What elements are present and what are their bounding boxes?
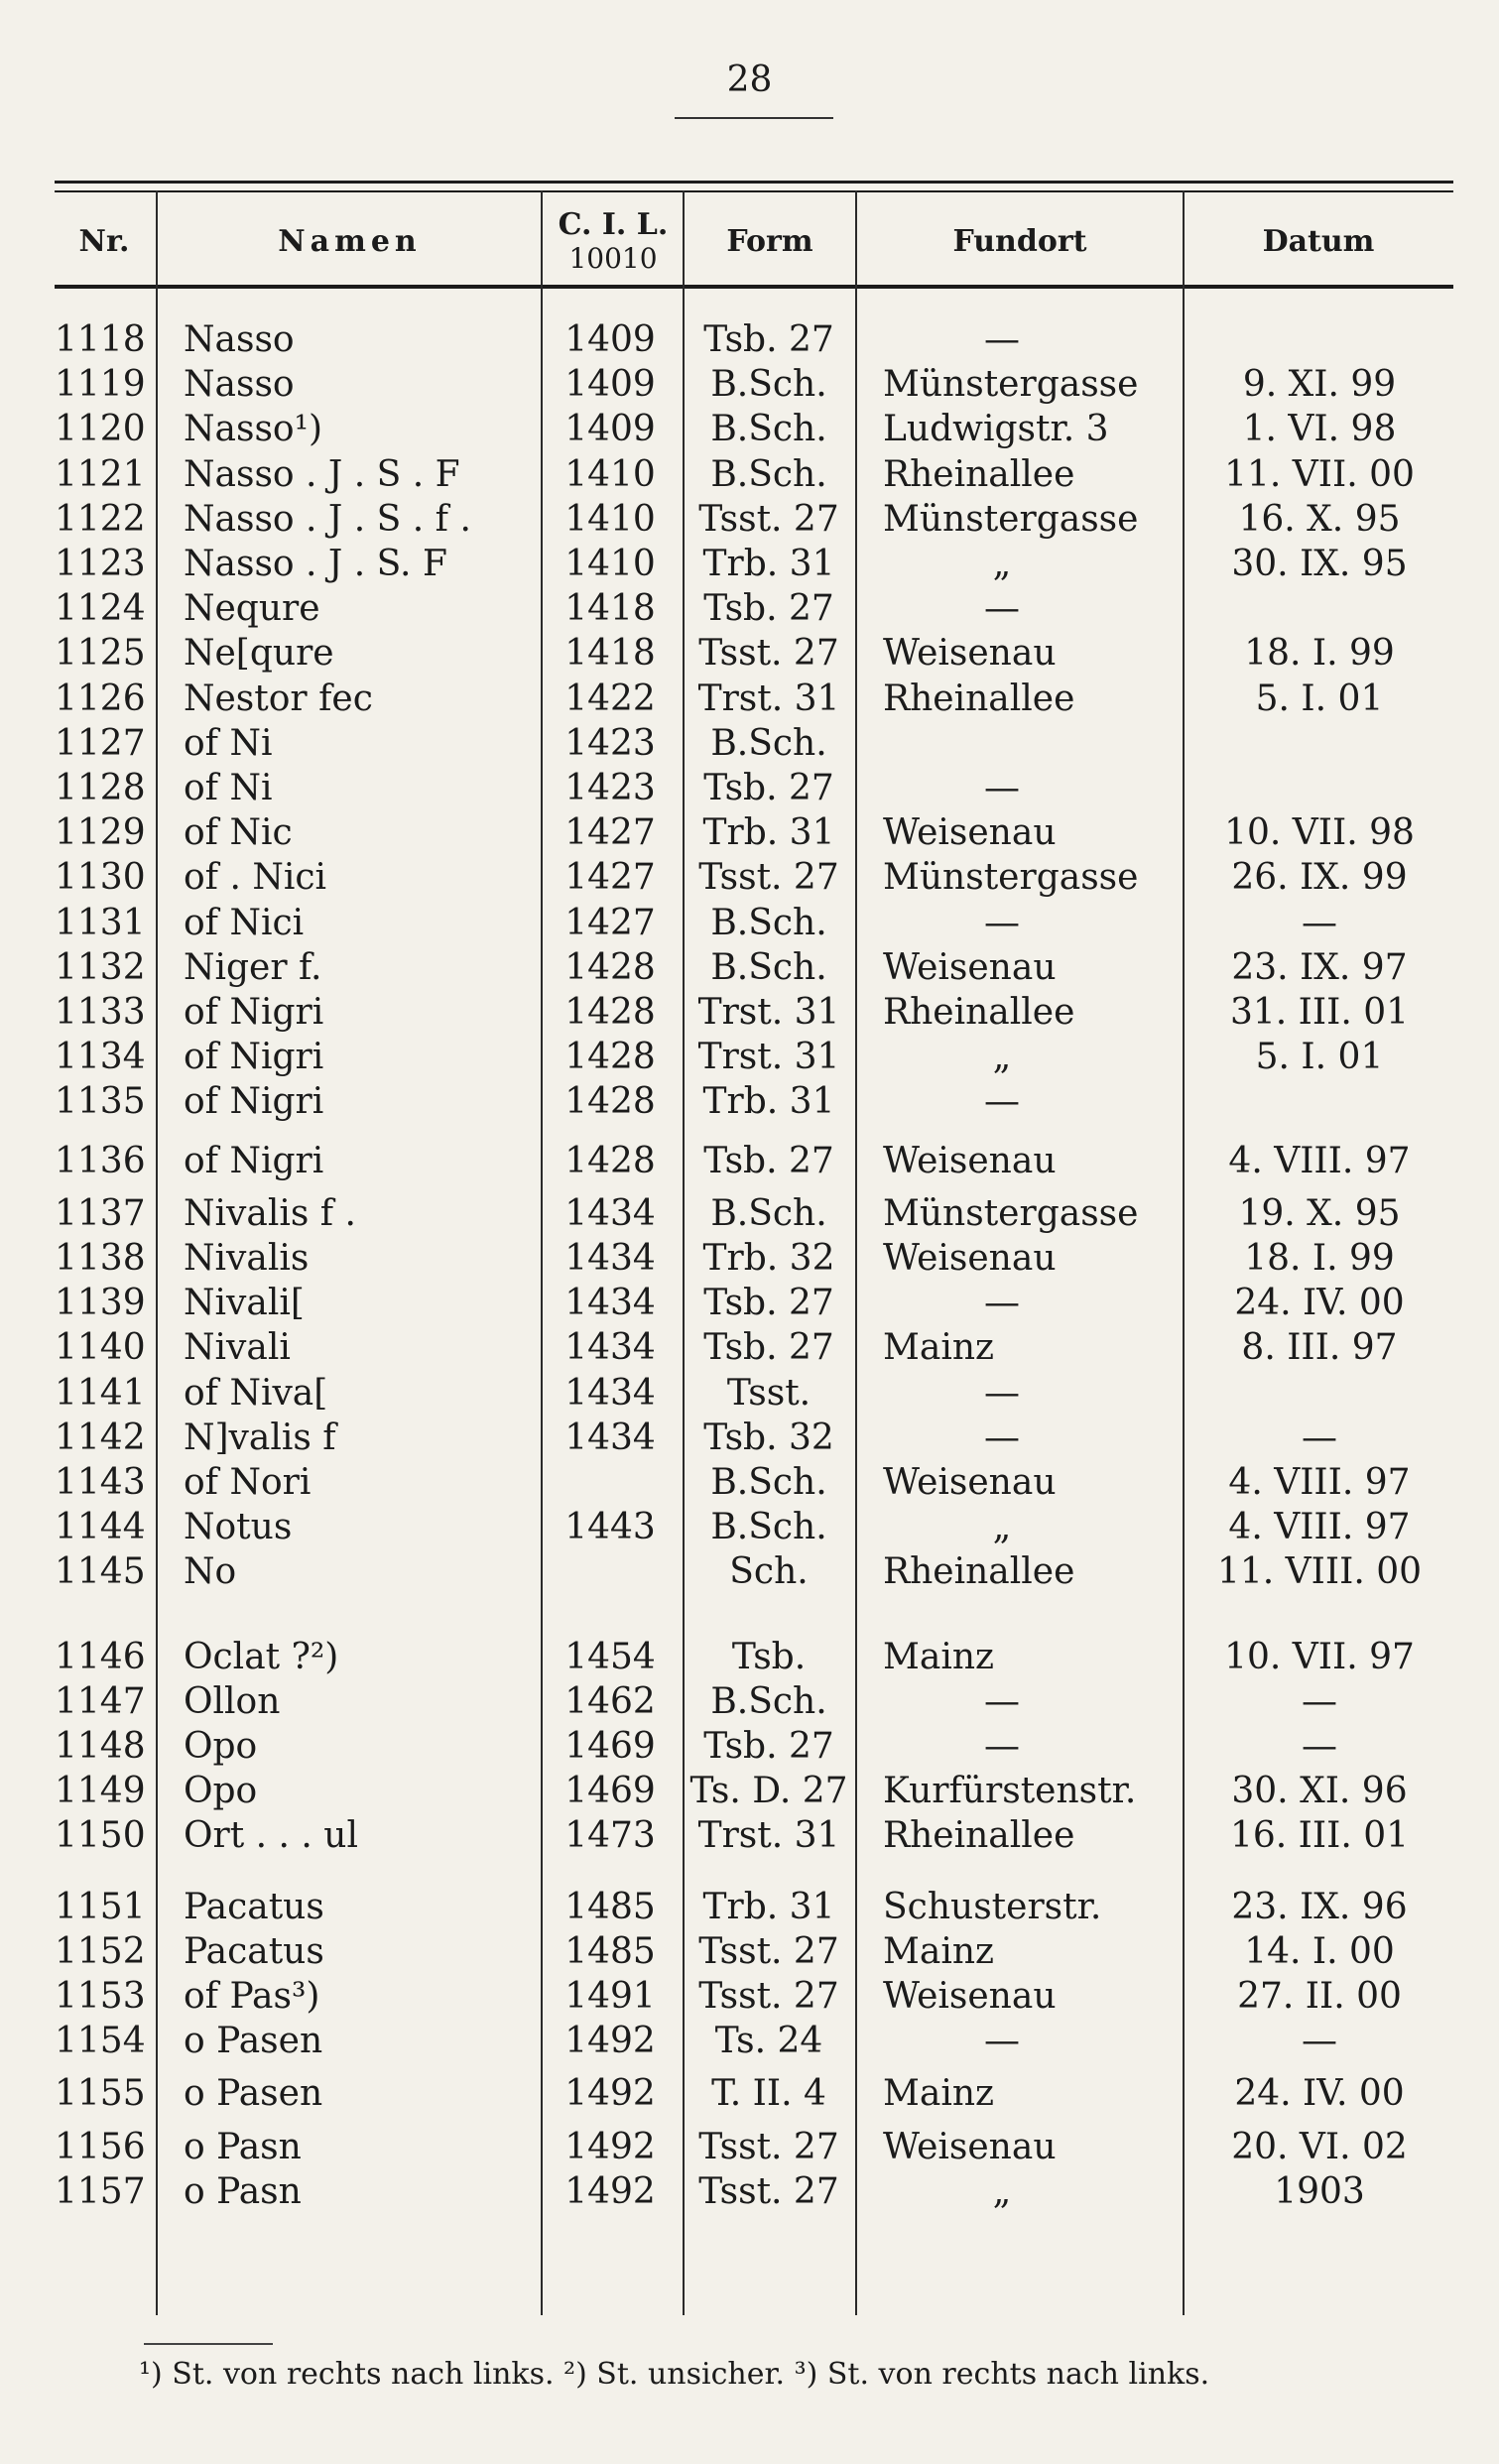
table-row xyxy=(0,452,1499,497)
cell-datum: 9. XI. 99 xyxy=(1242,364,1397,406)
table-row xyxy=(0,317,1499,362)
cell-cil: 1410 xyxy=(564,453,656,495)
cell-name: of Nori xyxy=(184,1462,312,1503)
cell-nr: 1120 xyxy=(55,409,146,450)
table-row xyxy=(0,1371,1499,1416)
cell-fundort: Münstergasse xyxy=(883,364,1139,406)
cell-datum: 14. I. 00 xyxy=(1244,1930,1395,1972)
cell-datum: 10. VII. 97 xyxy=(1224,1636,1415,1677)
cell-datum: — xyxy=(1302,1417,1337,1458)
cell-nr: 1138 xyxy=(55,1238,146,1279)
table-row xyxy=(0,1724,1499,1769)
table-row xyxy=(0,1460,1499,1505)
cell-form: Trb. 31 xyxy=(702,1081,835,1123)
cell-fundort: — xyxy=(984,1372,1020,1414)
cell-nr: 1124 xyxy=(55,588,146,630)
header-bottom-rule xyxy=(55,285,1453,289)
table-row xyxy=(0,586,1499,631)
cell-fundort: Weisenau xyxy=(883,1238,1057,1279)
cell-cil: 1409 xyxy=(564,319,656,360)
cell-name: Nasso xyxy=(184,364,295,406)
cell-cil: 1428 xyxy=(564,1081,656,1123)
cell-form: B.Sch. xyxy=(710,409,827,450)
cell-name: No xyxy=(184,1551,237,1593)
cell-nr: 1139 xyxy=(55,1283,146,1324)
cell-cil: 1434 xyxy=(564,1327,656,1369)
cell-fundort: Ludwigstr. 3 xyxy=(883,409,1109,450)
cell-fundort: — xyxy=(984,588,1020,630)
cell-form: Tsb. 27 xyxy=(703,1327,834,1369)
cell-name: of Nigri xyxy=(184,992,324,1033)
cell-nr: 1134 xyxy=(55,1037,146,1078)
table-row xyxy=(0,1035,1499,1079)
table-row xyxy=(0,1236,1499,1281)
cell-name: of Niva[ xyxy=(184,1372,328,1414)
cell-nr: 1143 xyxy=(55,1462,146,1503)
cell-datum: 24. IV. 00 xyxy=(1234,1283,1405,1324)
table-row xyxy=(0,1929,1499,1974)
cell-fundort: Münstergasse xyxy=(883,1192,1139,1234)
footnote-rule xyxy=(144,2343,273,2345)
table-row xyxy=(0,1635,1499,1679)
cell-cil: 1434 xyxy=(564,1417,656,1458)
cell-datum: 24. IV. 00 xyxy=(1234,2073,1405,2115)
cell-cil: 1492 xyxy=(564,2126,656,2167)
table-row xyxy=(0,855,1499,900)
cell-form: Tsst. 27 xyxy=(698,498,839,540)
table-row xyxy=(0,1416,1499,1460)
cell-form: Tsb. xyxy=(731,1636,807,1677)
table-row xyxy=(0,990,1499,1035)
cell-nr: 1133 xyxy=(55,992,146,1033)
cell-fundort: Münstergasse xyxy=(883,498,1139,540)
cell-nr: 1157 xyxy=(55,2170,146,2212)
cell-datum: — xyxy=(1302,902,1337,943)
cell-cil: 1428 xyxy=(564,992,656,1033)
cell-form: B.Sch. xyxy=(710,946,827,988)
cell-fundort: Kurfürstenstr. xyxy=(883,1771,1137,1812)
cell-nr: 1132 xyxy=(55,946,146,988)
cell-cil: 1434 xyxy=(564,1283,656,1324)
cell-fundort: „ xyxy=(992,2170,1012,2212)
cell-nr: 1156 xyxy=(55,2126,146,2167)
cell-name: of Nigri xyxy=(184,1140,324,1181)
cell-fundort: Rheinallee xyxy=(883,678,1075,719)
cell-datum: 4. VIII. 97 xyxy=(1228,1507,1411,1548)
table-row xyxy=(0,901,1499,945)
cell-datum: 30. XI. 96 xyxy=(1231,1771,1408,1812)
table-top-rule-inner xyxy=(55,190,1453,192)
cell-datum: — xyxy=(1302,2021,1337,2062)
cell-name: o Pasen xyxy=(184,2021,323,2062)
cell-fundort: Mainz xyxy=(883,1930,994,1972)
table-row xyxy=(0,497,1499,542)
cell-nr: 1119 xyxy=(55,364,146,406)
table-row xyxy=(0,1679,1499,1724)
header-namen: Namen xyxy=(278,223,422,259)
cell-cil: 1443 xyxy=(564,1507,656,1548)
cell-name: Nestor fec xyxy=(184,678,373,719)
cell-datum: 1. VI. 98 xyxy=(1242,409,1397,450)
cell-form: Tsb. 27 xyxy=(703,1283,834,1324)
table-row xyxy=(0,1549,1499,1594)
cell-fundort: Mainz xyxy=(883,2073,994,2115)
cell-fundort: Schusterstr. xyxy=(883,1886,1102,1927)
table-row xyxy=(0,677,1499,721)
cell-nr: 1147 xyxy=(55,1680,146,1722)
cell-fundort: Weisenau xyxy=(883,946,1057,988)
cell-nr: 1118 xyxy=(55,319,146,360)
cell-cil: 1427 xyxy=(564,902,656,943)
cell-name: N]valis f xyxy=(184,1417,336,1458)
cell-nr: 1121 xyxy=(55,453,146,495)
cell-datum: 11. VII. 00 xyxy=(1224,453,1415,495)
cell-cil: 1428 xyxy=(564,1140,656,1181)
cell-datum: 23. IX. 97 xyxy=(1231,946,1408,988)
cell-form: Tsb. 32 xyxy=(703,1417,834,1458)
cell-datum: 5. I. 01 xyxy=(1255,1037,1384,1078)
cell-form: Trb. 31 xyxy=(702,544,835,584)
table-row xyxy=(0,1191,1499,1236)
cell-form: B.Sch. xyxy=(710,453,827,495)
cell-name: of Ni xyxy=(184,722,273,764)
cell-form: T. II. 4 xyxy=(711,2073,826,2115)
cell-fundort: „ xyxy=(992,1507,1012,1548)
cell-cil: 1409 xyxy=(564,364,656,406)
cell-datum: — xyxy=(1302,1680,1337,1722)
cell-cil: 1423 xyxy=(564,722,656,764)
cell-fundort: — xyxy=(984,2021,1020,2062)
cell-name: o Pasen xyxy=(184,2073,323,2115)
cell-cil: 1491 xyxy=(564,1976,656,2017)
cell-name: Nasso . J . S. F xyxy=(184,544,447,584)
cell-nr: 1150 xyxy=(55,1815,146,1857)
cell-form: Tsst. 27 xyxy=(698,1930,839,1972)
header-nr: Nr. xyxy=(78,223,130,259)
cell-nr: 1131 xyxy=(55,902,146,943)
cell-form: Trst. 31 xyxy=(697,1815,840,1857)
cell-cil: 1427 xyxy=(564,857,656,899)
table-row xyxy=(0,1139,1499,1183)
cell-form: Trst. 31 xyxy=(697,1037,840,1078)
cell-name: Opo xyxy=(184,1726,258,1767)
cell-datum: — xyxy=(1302,1726,1337,1767)
cell-name: Nasso . J . S . F xyxy=(184,453,460,495)
table-row xyxy=(0,631,1499,676)
cell-form: Tsb. 27 xyxy=(703,768,834,808)
cell-fundort: — xyxy=(984,1283,1020,1324)
header-form: Form xyxy=(726,223,813,259)
cell-form: Tsb. 27 xyxy=(703,588,834,630)
table-row xyxy=(0,1974,1499,2019)
cell-cil: 1428 xyxy=(564,946,656,988)
cell-name: of Nigri xyxy=(184,1081,324,1123)
cell-nr: 1145 xyxy=(55,1551,146,1593)
cell-fundort: — xyxy=(984,1417,1020,1458)
cell-fundort: Münstergasse xyxy=(883,857,1139,899)
cell-name: o Pasn xyxy=(184,2170,302,2212)
cell-cil: 1428 xyxy=(564,1037,656,1078)
cell-form: Tsb. 27 xyxy=(703,1140,834,1181)
cell-name: o Pasn xyxy=(184,2126,302,2167)
table-row xyxy=(0,810,1499,855)
cell-name: Nivalis f . xyxy=(184,1192,356,1234)
cell-cil: 1434 xyxy=(564,1192,656,1234)
cell-cil: 1418 xyxy=(564,588,656,630)
cell-datum: 19. X. 95 xyxy=(1238,1192,1401,1234)
table-row xyxy=(0,542,1499,586)
table-top-rule xyxy=(55,181,1453,184)
cell-name: of Nic xyxy=(184,812,293,854)
cell-fundort: „ xyxy=(992,1037,1012,1078)
cell-datum: 18. I. 99 xyxy=(1244,633,1395,675)
cell-datum: 23. IX. 96 xyxy=(1231,1886,1408,1927)
cell-cil: 1418 xyxy=(564,633,656,675)
cell-name: Nasso . J . S . f . xyxy=(184,498,471,540)
cell-fundort: „ xyxy=(992,544,1012,584)
cell-form: B.Sch. xyxy=(710,1462,827,1503)
cell-nr: 1142 xyxy=(55,1417,146,1458)
cell-nr: 1126 xyxy=(55,678,146,719)
cell-name: of Nigri xyxy=(184,1037,324,1078)
cell-cil: 1410 xyxy=(564,498,656,540)
page-number: 28 xyxy=(726,60,773,100)
cell-datum: 10. VII. 98 xyxy=(1224,812,1415,854)
cell-fundort: Rheinallee xyxy=(883,1815,1075,1857)
cell-nr: 1152 xyxy=(55,1930,146,1972)
cell-datum: 4. VIII. 97 xyxy=(1228,1462,1411,1503)
cell-cil: 1434 xyxy=(564,1372,656,1414)
cell-datum: 8. III. 97 xyxy=(1241,1327,1398,1369)
cell-cil: 1427 xyxy=(564,812,656,854)
cell-nr: 1149 xyxy=(55,1771,146,1812)
cell-nr: 1151 xyxy=(55,1886,146,1927)
cell-cil: 1492 xyxy=(564,2021,656,2062)
cell-fundort: Weisenau xyxy=(883,633,1057,675)
cell-fundort: Rheinallee xyxy=(883,1551,1075,1593)
cell-form: B.Sch. xyxy=(710,1507,827,1548)
cell-name: Notus xyxy=(184,1507,293,1548)
cell-cil: 1485 xyxy=(564,1886,656,1927)
cell-form: Tsb. 27 xyxy=(703,319,834,360)
cell-name: of Pas³) xyxy=(184,1976,320,2017)
cell-datum: 20. VI. 02 xyxy=(1231,2126,1408,2167)
cell-fundort: — xyxy=(984,1726,1020,1767)
cell-nr: 1148 xyxy=(55,1726,146,1767)
cell-fundort: Weisenau xyxy=(883,812,1057,854)
table-row xyxy=(0,945,1499,990)
cell-form: Trst. 31 xyxy=(697,678,840,719)
cell-fundort: — xyxy=(984,1680,1020,1722)
header-cil-label: C. I. L. xyxy=(558,207,669,242)
cell-nr: 1155 xyxy=(55,2073,146,2115)
cell-nr: 1129 xyxy=(55,812,146,854)
table-row xyxy=(0,1813,1499,1858)
cell-nr: 1122 xyxy=(55,498,146,540)
cell-name: Ort . . . ul xyxy=(184,1815,358,1857)
cell-form: Trb. 31 xyxy=(702,1886,835,1927)
table-row xyxy=(0,407,1499,451)
cell-nr: 1153 xyxy=(55,1976,146,2017)
cell-form: Tsst. 27 xyxy=(698,633,839,675)
table-row xyxy=(0,2125,1499,2169)
cell-datum: 11. VIII. 00 xyxy=(1216,1551,1423,1593)
cell-name: of . Nici xyxy=(184,857,327,899)
cell-name: Oclat ?²) xyxy=(184,1636,339,1677)
table-row xyxy=(0,2019,1499,2063)
cell-fundort: — xyxy=(984,768,1020,808)
cell-form: Ts. 24 xyxy=(714,2021,823,2062)
cell-form: B.Sch. xyxy=(710,364,827,406)
cell-nr: 1135 xyxy=(55,1081,146,1123)
header-datum: Datum xyxy=(1262,223,1375,259)
cell-cil: 1422 xyxy=(564,678,656,719)
cell-name: Niger f. xyxy=(184,946,322,988)
cell-nr: 1125 xyxy=(55,633,146,675)
cell-datum: 1903 xyxy=(1274,2170,1365,2212)
table-row xyxy=(0,1325,1499,1370)
cell-cil: 1434 xyxy=(564,1238,656,1279)
cell-form: Tsst. 27 xyxy=(698,857,839,899)
cell-form: B.Sch. xyxy=(710,1192,827,1234)
cell-fundort: — xyxy=(984,319,1020,360)
cell-cil: 1485 xyxy=(564,1930,656,1972)
cell-fundort: Mainz xyxy=(883,1636,994,1677)
cell-form: Trst. 31 xyxy=(697,992,840,1033)
table-row xyxy=(0,766,1499,810)
cell-nr: 1136 xyxy=(55,1140,146,1181)
cell-nr: 1140 xyxy=(55,1327,146,1369)
cell-form: B.Sch. xyxy=(710,902,827,943)
cell-fundort: Rheinallee xyxy=(883,992,1075,1033)
cell-form: Trb. 31 xyxy=(702,812,835,854)
cell-nr: 1141 xyxy=(55,1372,146,1414)
cell-nr: 1137 xyxy=(55,1192,146,1234)
cell-fundort: Weisenau xyxy=(883,1976,1057,2017)
table-row xyxy=(0,721,1499,766)
cell-fundort: — xyxy=(984,902,1020,943)
cell-name: Nivali[ xyxy=(184,1283,305,1324)
cell-datum: 16. X. 95 xyxy=(1238,498,1401,540)
cell-cil: 1473 xyxy=(564,1815,656,1857)
cell-fundort: Weisenau xyxy=(883,1462,1057,1503)
cell-nr: 1146 xyxy=(55,1636,146,1677)
cell-datum: 4. VIII. 97 xyxy=(1228,1140,1411,1181)
cell-datum: 26. IX. 99 xyxy=(1231,857,1408,899)
cell-nr: 1123 xyxy=(55,544,146,584)
cell-form: Tsst. 27 xyxy=(698,2170,839,2212)
cell-form: Tsb. 27 xyxy=(703,1726,834,1767)
cell-datum: 30. IX. 95 xyxy=(1231,544,1408,584)
cell-nr: 1127 xyxy=(55,722,146,764)
table-row xyxy=(0,2169,1499,2214)
cell-nr: 1154 xyxy=(55,2021,146,2062)
cell-fundort: Weisenau xyxy=(883,2126,1057,2167)
cell-cil: 1469 xyxy=(564,1771,656,1812)
cell-name: Pacatus xyxy=(184,1886,324,1927)
cell-cil: 1492 xyxy=(564,2170,656,2212)
cell-nr: 1128 xyxy=(55,768,146,808)
cell-fundort: Weisenau xyxy=(883,1140,1057,1181)
cell-name: Ne[qure xyxy=(184,633,334,675)
cell-form: Trb. 32 xyxy=(702,1238,835,1279)
cell-cil: 1469 xyxy=(564,1726,656,1767)
cell-cil: 1409 xyxy=(564,409,656,450)
header-cil-number: 10010 xyxy=(568,242,658,275)
cell-form: Tsst. 27 xyxy=(698,1976,839,2017)
table-row xyxy=(0,1505,1499,1549)
cell-cil: 1423 xyxy=(564,768,656,808)
table-row xyxy=(0,1885,1499,1929)
cell-form: Tsst. xyxy=(726,1372,812,1414)
cell-fundort: Rheinallee xyxy=(883,453,1075,495)
cell-cil: 1454 xyxy=(564,1636,656,1677)
table-row xyxy=(0,2071,1499,2116)
cell-datum: 5. I. 01 xyxy=(1255,678,1384,719)
footnotes: ¹) St. von rechts nach links. ²) St. unsicher. ³) St. von rechts nach links. xyxy=(139,2357,1210,2392)
cell-name: Nivali xyxy=(184,1327,291,1369)
table-row xyxy=(0,1079,1499,1124)
cell-nr: 1144 xyxy=(55,1507,146,1548)
cell-form: B.Sch. xyxy=(710,1680,827,1722)
cell-datum: 18. I. 99 xyxy=(1244,1238,1395,1279)
cell-cil: 1410 xyxy=(564,544,656,584)
cell-name: Nasso xyxy=(184,319,295,360)
cell-form: Sch. xyxy=(729,1551,809,1593)
page-number-underline xyxy=(675,117,833,119)
cell-datum: 27. II. 00 xyxy=(1237,1976,1402,2017)
cell-name: of Nici xyxy=(184,902,305,943)
cell-datum: 16. III. 01 xyxy=(1229,1815,1410,1857)
cell-name: Pacatus xyxy=(184,1930,324,1972)
cell-name: Nequre xyxy=(184,588,320,630)
cell-fundort: — xyxy=(984,1081,1020,1123)
cell-name: Nivalis xyxy=(184,1238,310,1279)
cell-datum: 31. III. 01 xyxy=(1229,992,1410,1033)
cell-cil: 1492 xyxy=(564,2073,656,2115)
cell-name: Nasso¹) xyxy=(184,409,323,450)
header-fundort: Fundort xyxy=(952,223,1087,259)
cell-fundort: Mainz xyxy=(883,1327,994,1369)
cell-form: Tsst. 27 xyxy=(698,2126,839,2167)
cell-name: of Ni xyxy=(184,768,273,808)
header-cil xyxy=(544,198,683,284)
cell-form: Ts. D. 27 xyxy=(689,1771,848,1812)
cell-nr: 1130 xyxy=(55,857,146,899)
cell-name: Ollon xyxy=(184,1680,281,1722)
table-row xyxy=(0,1281,1499,1325)
table-row xyxy=(0,1769,1499,1813)
cell-cil: 1462 xyxy=(564,1680,656,1722)
cell-form: B.Sch. xyxy=(710,722,827,764)
table-row xyxy=(0,362,1499,407)
cell-name: Opo xyxy=(184,1771,258,1812)
